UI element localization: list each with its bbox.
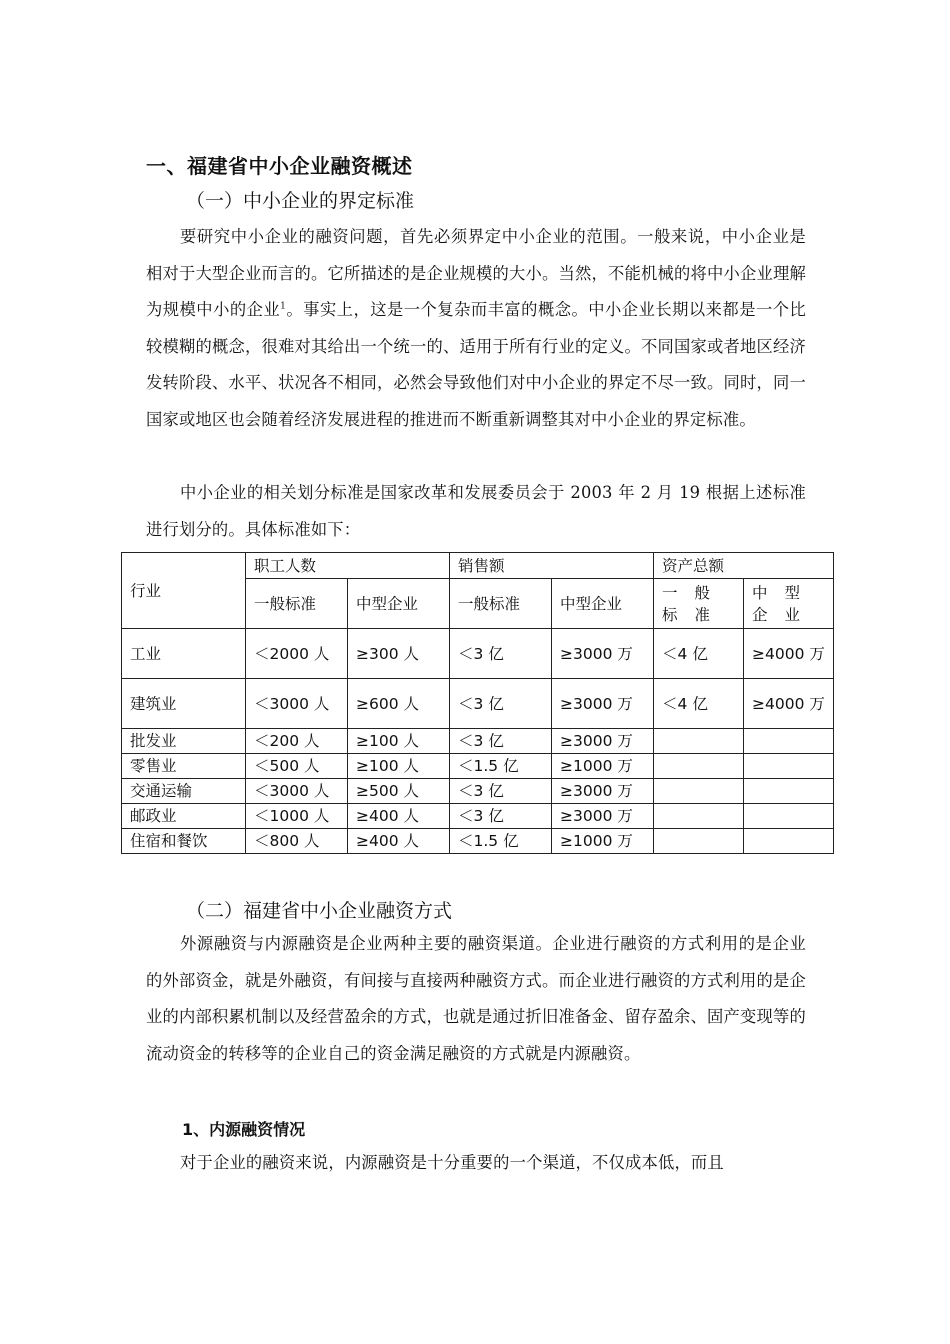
table-cell: ＜1000 人 (246, 804, 348, 829)
table-cell (744, 729, 834, 754)
subheader-medium: 中型企业 (552, 579, 654, 629)
table-cell: 零售业 (122, 754, 246, 779)
table-cell: ≥4000 万 (744, 629, 834, 679)
table-header-row (122, 553, 834, 579)
header-industry: 行业 (122, 553, 246, 629)
table-cell: ＜3 亿 (450, 679, 552, 729)
subheader-medium: 中型企业 (348, 579, 450, 629)
table-row (122, 729, 834, 754)
paragraph-standard-intro: 中小企业的相关划分标准是国家改革和发展委员会于 2003 年 2 月 19 根据上述标准进行划分的。具体标准如下： (146, 483, 806, 539)
table-row (122, 779, 834, 804)
table-cell: ≥100 人 (348, 754, 450, 779)
table-cell: ＜3000 人 (246, 779, 348, 804)
paragraph-text: 要研究中小企业的融资问题，首先必须界定中小企业的范围。一般来说，中小企业是相对于大型企业而言的。它所描述的是企业规模的大小。当然，不能机械的将中小企业理解为规模中小的企业 (146, 227, 806, 319)
table-cell: ≥600 人 (348, 679, 450, 729)
subheader-medium: 中 型 企 业 (744, 579, 834, 629)
table-cell: ≥1000 万 (552, 829, 654, 854)
table-cell: 工业 (122, 629, 246, 679)
subsection-heading-definition: （一）中小企业的界定标准 (186, 190, 415, 212)
paragraph-definition (146, 219, 806, 438)
paragraph-financing-methods: 外源融资与内源融资是企业两种主要的融资渠道。企业进行融资的方式利用的是企业的外部资金，就是外融资，有间接与直接两种融资方式。而企业进行融资的方式利用的是企业的内部积累机制以及经营盈余的方式，也就是通过折旧准备金、留存盈余、固产变现等的流动资金的转移等的企业自己的资金满足融资的方式就是内源融资。 (146, 934, 806, 1063)
footnote-marker[interactable]: 1 (280, 301, 287, 312)
table-cell: 邮政业 (122, 804, 246, 829)
table-cell: ＜1.5 亿 (450, 829, 552, 854)
table-cell (654, 729, 744, 754)
paragraph-text: 。事实上，这是一个复杂而丰富的概念。中小企业长期以来都是一个比较模糊的概念，很难对其给出一个统一的、适用于所有行业的定义。不同国家或者地区经济发转阶段、水平、状况各不相同，必然会导致他们对中小企业的界定不尽一致。同时，同一国家或地区也会随着经济发展进程的推进而不断重新调整其对中小企业的界定标准。 (146, 300, 806, 429)
subsection-heading-financing-methods: （二）福建省中小企业融资方式 (186, 900, 453, 922)
table-row (122, 829, 834, 854)
table-cell (654, 754, 744, 779)
table-cell: 建筑业 (122, 679, 246, 729)
table-row (122, 679, 834, 729)
header-employees: 职工人数 (246, 553, 450, 579)
table-row (122, 804, 834, 829)
table-cell: ≥100 人 (348, 729, 450, 754)
table-cell: ＜200 人 (246, 729, 348, 754)
table-cell: ≥3000 万 (552, 679, 654, 729)
table-cell: ＜500 人 (246, 754, 348, 779)
table-cell: ＜800 人 (246, 829, 348, 854)
table-cell (744, 804, 834, 829)
table-cell (744, 754, 834, 779)
table-cell: ＜3 亿 (450, 629, 552, 679)
table-cell (654, 779, 744, 804)
table-cell: ≥4000 万 (744, 679, 834, 729)
subheader-general: 一般标准 (450, 579, 552, 629)
table-cell: ＜2000 人 (246, 629, 348, 679)
table-cell: ＜4 亿 (654, 629, 744, 679)
table-row (122, 754, 834, 779)
table-cell: ＜4 亿 (654, 679, 744, 729)
header-sales: 销售额 (450, 553, 654, 579)
table-cell: ＜3 亿 (450, 779, 552, 804)
table-cell: ≥300 人 (348, 629, 450, 679)
table-cell (654, 829, 744, 854)
table-cell: 批发业 (122, 729, 246, 754)
table-cell: ≥500 人 (348, 779, 450, 804)
subsection-heading-internal-financing: 1、内源融资情况 (182, 1120, 306, 1139)
table-cell: ≥3000 万 (552, 779, 654, 804)
header-assets: 资产总额 (654, 553, 834, 579)
table-cell: ＜3000 人 (246, 679, 348, 729)
classification-table (121, 552, 834, 854)
table-cell: ＜1.5 亿 (450, 754, 552, 779)
table-cell: ≥3000 万 (552, 629, 654, 679)
table-row (122, 629, 834, 679)
paragraph-internal-financing: 对于企业的融资来说，内源融资是十分重要的一个渠道，不仅成本低，而且 (180, 1153, 724, 1172)
table-cell: ≥3000 万 (552, 804, 654, 829)
table-cell: 交通运输 (122, 779, 246, 804)
section-heading: 一、福建省中小企业融资概述 (146, 154, 413, 178)
table-cell (654, 804, 744, 829)
table-cell: ≥3000 万 (552, 729, 654, 754)
table-cell: 住宿和餐饮 (122, 829, 246, 854)
table-cell: ≥1000 万 (552, 754, 654, 779)
table-cell (744, 779, 834, 804)
table-cell: ≥400 人 (348, 829, 450, 854)
subheader-general: 一 般 标 准 (654, 579, 744, 629)
table-cell: ≥400 人 (348, 804, 450, 829)
subheader-general: 一般标准 (246, 579, 348, 629)
table-cell: ＜3 亿 (450, 804, 552, 829)
table-cell (744, 829, 834, 854)
table-cell: ＜3 亿 (450, 729, 552, 754)
